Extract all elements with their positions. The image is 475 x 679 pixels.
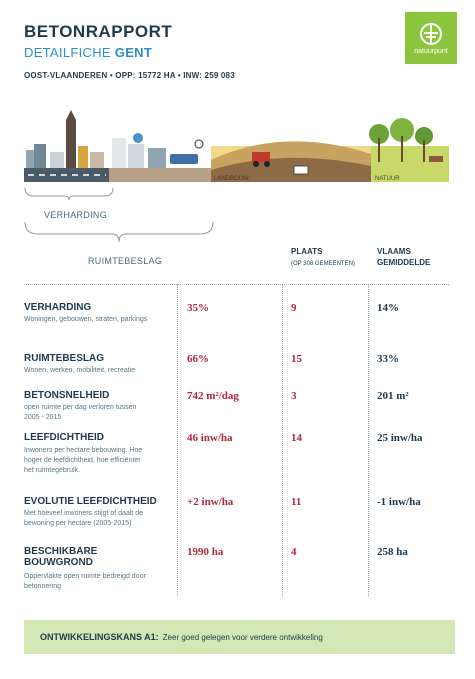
row-name: RUIMTEBESLAG <box>24 353 104 364</box>
row-flemish-average: -1 inw/ha <box>377 496 421 508</box>
landscape-illustration <box>24 108 449 190</box>
row-place: 15 <box>291 353 302 365</box>
header <box>24 22 235 80</box>
row-description: Inwoners per hectare bebouwing. Hoe hoger de leefdichtheid, hoe efficiënter het ruimtegebruik. <box>24 447 143 474</box>
row-value: 35% <box>187 302 209 314</box>
row-name: EVOLUTIE LEEFDICHTHEID <box>24 496 157 507</box>
row-name: BETONSNELHEID <box>24 390 110 401</box>
banner-text: Zeer goed gelegen voor verdere ontwikkeling <box>162 632 323 642</box>
natuurpunt-logo-icon <box>419 22 443 46</box>
gemiddelde-label: GEMIDDELDE <box>377 258 431 267</box>
row-place: 14 <box>291 432 302 444</box>
development-opportunity-banner <box>24 620 455 654</box>
table-top-rule <box>24 284 449 285</box>
banner-label: ONTWIKKELINGSKANS A1: <box>40 632 159 642</box>
row-description: open ruimte per dag verloren tussen 2005 - 2015 <box>24 404 137 421</box>
natuurpunt-logo[interactable] <box>405 12 457 64</box>
row-value: 1990 ha <box>187 546 224 558</box>
column-divider-3 <box>368 284 369 596</box>
verharding-label: VERHARDING <box>44 210 108 220</box>
plaats-label: PLAATS <box>291 247 323 256</box>
row-description: Oppervlakte open ruimte bedreigd door betonnering <box>24 573 146 590</box>
column-divider-1 <box>177 284 178 596</box>
vlaams-label: VLAAMS <box>377 247 411 256</box>
row-flemish-average: 33% <box>377 353 399 365</box>
row-value: +2 inw/ha <box>187 496 234 508</box>
column-header-plaats <box>291 246 355 270</box>
page-subtitle <box>24 45 235 60</box>
row-place: 9 <box>291 302 297 314</box>
plaats-sublabel: (OP 308 GEMEENTEN) <box>291 261 355 267</box>
row-description: Woningen, gebouwen, straten, parkings <box>24 316 148 323</box>
municipality-meta: OOST-VLAANDEREN • OPP: 15772 HA • INW: 259 083 <box>24 71 235 80</box>
row-value: 66% <box>187 353 209 365</box>
row-place: 4 <box>291 546 297 558</box>
row-value: 46 inw/ha <box>187 432 233 444</box>
row-place: 11 <box>291 496 302 508</box>
ruimtebeslag-brace <box>24 222 214 246</box>
subtitle-city: GENT <box>114 45 153 60</box>
subtitle-prefix: DETAILFICHE <box>24 45 111 60</box>
logo-label: natuurpunt <box>414 47 448 55</box>
row-description: Met hoeveel inwoners stijgt of daalt de bewoning per hectare (2005-2015) <box>24 510 144 527</box>
zone-label-landbouw: LANDBOUW <box>214 176 249 182</box>
row-flemish-average: 258 ha <box>377 546 408 558</box>
page-title: BETONRAPPORT <box>24 22 173 41</box>
column-divider-2 <box>282 284 283 596</box>
row-value: 742 m²/dag <box>187 390 239 402</box>
column-header-vlaams <box>377 246 430 268</box>
row-name: LEEFDICHTHEID <box>24 432 104 443</box>
zone-label-natuur: NATUUR <box>375 176 400 182</box>
verharding-brace <box>24 188 114 206</box>
row-name: BESCHIKBARE BOUWGROND <box>24 546 98 568</box>
row-place: 3 <box>291 390 297 402</box>
row-flemish-average: 201 m² <box>377 390 409 402</box>
row-flemish-average: 25 inw/ha <box>377 432 423 444</box>
row-description: Wonen, werken, mobiliteit, recreatie <box>24 367 136 374</box>
ruimtebeslag-label: RUIMTEBESLAG <box>88 256 163 266</box>
row-name: VERHARDING <box>24 302 92 313</box>
row-flemish-average: 14% <box>377 302 399 314</box>
